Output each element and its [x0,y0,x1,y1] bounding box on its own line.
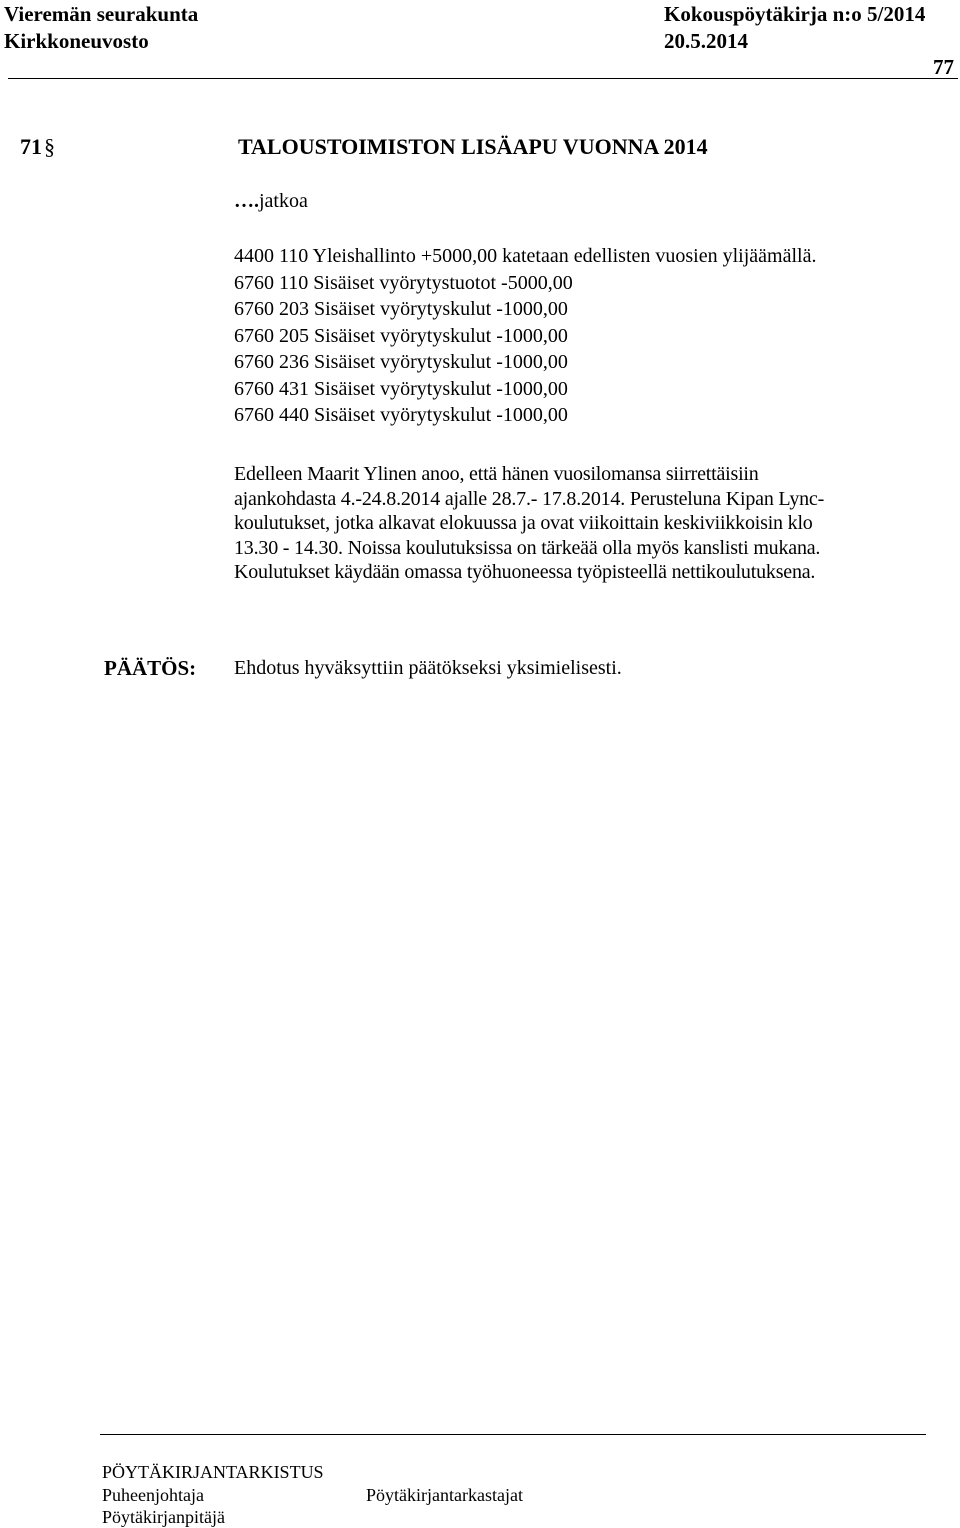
section-title: TALOUSTOIMISTON LISÄAPU VUONNA 2014 [238,134,708,159]
meeting-date: 20.5.2014 [664,29,748,53]
vacation-request-paragraph [234,462,954,585]
paragraph-line: 13.30 - 14.30. Noissa koulutuksissa on tärkeää olla myös kanslisti mukana. [234,536,821,559]
decision-text: Ehdotus hyväksyttiin päätökseksi yksimielisesti. [234,657,622,679]
budget-line: 6760 431 Sisäiset vyörytyskulut -1000,00 [234,377,568,400]
budget-line: 6760 440 Sisäiset vyörytyskulut -1000,00 [234,404,568,426]
document-title: Kokouspöytäkirja n:o 5/2014 [664,2,926,26]
paragraph-line: Edelleen Maarit Ylinen anoo, että hänen vuosilomansa siirrettäisiin [234,463,759,485]
budget-line: 6760 203 Sisäiset vyörytyskulut -1000,00 [234,298,568,320]
paragraph-line: Koulutukset käydään omassa työhuoneessa työpisteellä nettikoulutuksena. [234,561,816,584]
footer-chair: Puheenjohtaja [102,1485,204,1505]
governing-body: Kirkkoneuvosto [4,29,149,53]
paragraph-line: koulutukset, jotka alkavat elokuussa ja ovat viikoittain keskiviikkoisin klo [234,512,813,535]
budget-line: 4400 110 Yleishallinto +5000,00 katetaan edellisten vuosien ylijäämällä. [234,245,817,267]
section-symbol: § [44,134,55,159]
section-number: 71§ [20,134,55,159]
budget-line: 6760 110 Sisäiset vyörytystuotot -5000,00 [234,271,573,294]
budget-line: 6760 236 Sisäiset vyörytyskulut -1000,00 [234,351,568,373]
footer-archive-title: PÖYTÄKIRJANTARKISTUS [102,1462,324,1482]
footer-checkers: Pöytäkirjantarkastajat [366,1485,523,1505]
continuation-label: ….jatkoa [234,190,308,212]
signature-rule [100,1434,926,1435]
footer-secretary: Pöytäkirjanpitäjä [102,1507,225,1527]
organization-name: Vieremän seurakunta [4,2,199,26]
budget-line: 6760 205 Sisäiset vyörytyskulut -1000,00 [234,324,568,347]
paragraph-line: ajankohdasta 4.-24.8.2014 ajalle 28.7.- 17.8.2014. Perusteluna Kipan Lync- [234,487,825,510]
decision-label: PÄÄTÖS: [104,656,197,680]
header-rule [8,78,958,79]
budget-list [234,243,816,429]
page-number: 77 [933,55,954,79]
